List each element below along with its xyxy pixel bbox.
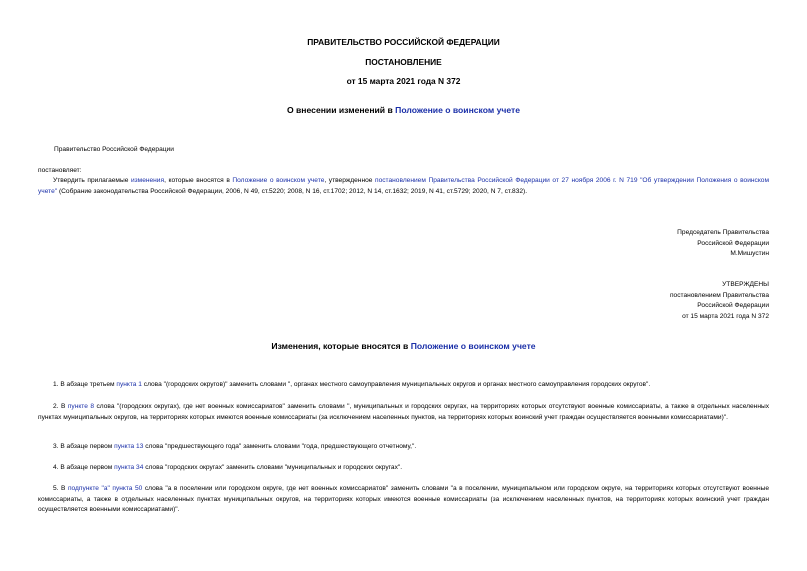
item-5-link[interactable]: подпункте "а" пункта 50 xyxy=(67,485,143,492)
item-4-text-a: 4. В абзаце первом xyxy=(53,464,115,471)
item-2-text-a: 2. В xyxy=(53,403,68,410)
resolution-paragraph xyxy=(38,176,769,197)
item-4-text-b: слова "городских округах" заменить словами "муниципальных и городских округах". xyxy=(143,464,403,471)
decree-719-link[interactable]: постановлением Правительства Российской Федерации от 27 ноября 2006 г. N 719 "Об утверждении Положения о воинском учете" xyxy=(38,177,769,195)
changes-link[interactable]: изменения xyxy=(130,177,165,184)
item-2-link[interactable]: пункте 8 xyxy=(67,403,95,410)
approved-line-4: от 15 марта 2021 года N 372 xyxy=(682,312,769,320)
document-title-text: О внесении изменений в xyxy=(286,105,396,115)
signature-line-2: Российской Федерации xyxy=(697,239,769,247)
p1-text-c: , утвержденное xyxy=(324,177,376,184)
signature-block xyxy=(677,228,769,260)
item-5-text-b: слова "а в поселении или городском округе, где нет военных комиссариатов" заменить словами "а в поселении, муниципальном или городском округе, на территориях которых отсутствуют военные комиссариаты, а также в отдельных населенных пунктах муниципальных округов, на территориях которых имеются военные комиссариаты (за исключением населенных пунктов, на территориях которых воинский учет граждан осуществляется военными комиссариатами)". xyxy=(38,485,769,513)
item-1-text-a: 1. В абзаце третьем xyxy=(53,381,117,388)
change-item-5 xyxy=(38,484,769,516)
p1-text-b: , которые вносятся в xyxy=(164,177,233,184)
item-1-text-b: слова "(городских округов)" заменить словами ", органах местного самоуправления муниципальных округов и органах местного самоуправления городских округов". xyxy=(141,381,651,388)
approved-line-3: Российской Федерации xyxy=(697,302,769,309)
changes-title-text: Изменения, которые вносятся в xyxy=(271,341,411,351)
government-name: Правительство Российской Федерации xyxy=(54,146,174,153)
resolves-label: постановляет: xyxy=(38,167,82,174)
item-3-text-a: 3. В абзаце первом xyxy=(53,443,115,450)
document-type: ПОСТАНОВЛЕНИЕ xyxy=(365,57,442,67)
approved-line-2: постановлением Правительства xyxy=(669,291,769,299)
change-item-1 xyxy=(38,380,769,391)
changes-title xyxy=(0,341,807,351)
approved-line-1: УТВЕРЖДЕНЫ xyxy=(722,281,769,288)
approved-block xyxy=(670,280,769,322)
item-2-text-b: слова "(городских округах), где нет военных комиссариатов" заменить словами ", муниципальных и городских округах, на территориях которых отсутствуют военные комиссариаты, а также в отдельных населенных пунктах муниципальных округов, на территориях которых имеются военные комиссариаты (за исключением населенных пунктов, на территориях которых воинский учет граждан осуществляется военными комиссариатами)". xyxy=(38,403,769,421)
change-item-4 xyxy=(38,463,769,474)
item-1-link[interactable]: пункта 1 xyxy=(116,381,142,388)
document-date-number: от 15 марта 2021 года N 372 xyxy=(346,76,461,86)
change-item-3 xyxy=(38,442,769,453)
p1-text-d: (Собрание законодательства Российской Федерации, 2006, N 49, ст.5220; 2008, N 16, ст.1702; 2012, N 14, ст.1632; 2019, N 41, ст.5729; 2020, N 7, ст.832). xyxy=(57,187,528,195)
changes-title-link[interactable]: Положение о воинском учете xyxy=(410,341,536,351)
p1-text-a: Утвердить прилагаемые xyxy=(53,177,131,184)
signature-name: М.Мишустин xyxy=(730,250,769,257)
change-item-2 xyxy=(38,402,769,423)
government-heading: ПРАВИТЕЛЬСТВО РОССИЙСКОЙ ФЕДЕРАЦИИ xyxy=(307,37,500,47)
document-title xyxy=(0,105,807,115)
regulation-link[interactable]: Положение о воинском учете xyxy=(232,177,325,184)
item-4-link[interactable]: пункта 34 xyxy=(114,464,144,471)
item-5-text-a: 5. В xyxy=(53,485,68,492)
item-3-text-b: слова "предшествующего года" заменить словами "года, предшествующего отчетному,". xyxy=(143,443,417,450)
item-3-link[interactable]: пункта 13 xyxy=(114,443,144,450)
title-regulation-link[interactable]: Положение о воинском учете xyxy=(395,105,521,115)
signature-line-1: Председатель Правительства xyxy=(677,229,769,236)
